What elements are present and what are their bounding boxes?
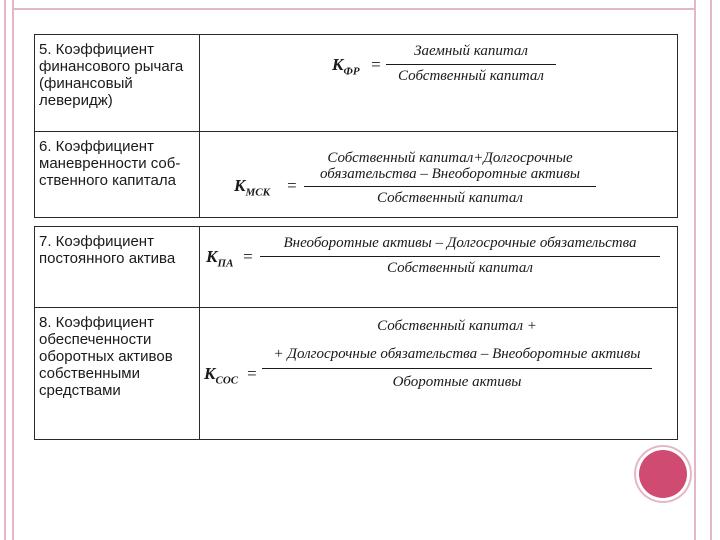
equals-sign: = — [242, 247, 254, 266]
denominator: Собственный капитал — [377, 190, 523, 206]
numerator-line-2: + Долгосрочные обязательства – Внеоборотные активы — [273, 346, 641, 362]
equals-sign: = — [286, 176, 298, 195]
decorative-circle — [639, 450, 687, 498]
slide-right-border — [694, 0, 712, 540]
ratio-formula — [200, 308, 677, 439]
equals-sign: = — [370, 55, 382, 74]
fraction-bar — [260, 256, 660, 257]
formula-symbol: $К_{МСК}$ — [234, 176, 271, 199]
fraction-bar — [386, 64, 556, 65]
ratio-formula — [200, 132, 677, 217]
ratio-formula — [200, 35, 677, 131]
fraction-bar — [262, 368, 652, 369]
ratio-table-top — [34, 34, 678, 218]
ratio-table-bottom — [34, 226, 678, 440]
ratio-formula — [200, 227, 677, 307]
fraction-bar — [304, 186, 596, 187]
ratio-name: 8. Коэффициент обеспеченности оборотных активов собственными средствами — [35, 308, 200, 439]
slide-top-border — [14, 0, 694, 10]
ratio-row-6 — [35, 132, 677, 217]
numerator-line-1: Собственный капитал + — [377, 318, 537, 334]
numerator: Внеоборотные активы – Долгосрочные обязательства — [283, 235, 637, 251]
ratio-name: 6. Коэффициент маневренности соб- ственного капитала — [35, 132, 200, 217]
denominator: Собственный капитал — [398, 68, 544, 84]
denominator: Оборотные активы — [392, 374, 522, 390]
formula-symbol: $К_{СОС}$ — [204, 364, 239, 387]
slide-left-border — [4, 0, 14, 540]
formula-symbol: $К_{ПА}$ — [206, 247, 234, 270]
equals-sign: = — [246, 364, 258, 383]
numerator-line-1: Собственный капитал+Долгосрочные — [327, 150, 573, 166]
ratio-name: 7. Коэффициент постоянного актива — [35, 227, 200, 307]
denominator: Собственный капитал — [387, 260, 533, 276]
formula-symbol: $К_{ФР}$ — [332, 55, 360, 78]
ratio-row-8 — [35, 308, 677, 439]
numerator-line-2: обязательства – Внеоборотные активы — [319, 166, 581, 182]
ratio-row-5 — [35, 35, 677, 132]
numerator: Заемный капитал — [414, 43, 528, 59]
ratio-row-7 — [35, 227, 677, 308]
ratio-name: 5. Коэффициент финансового рычага (финансовый леверидж) — [35, 35, 200, 131]
